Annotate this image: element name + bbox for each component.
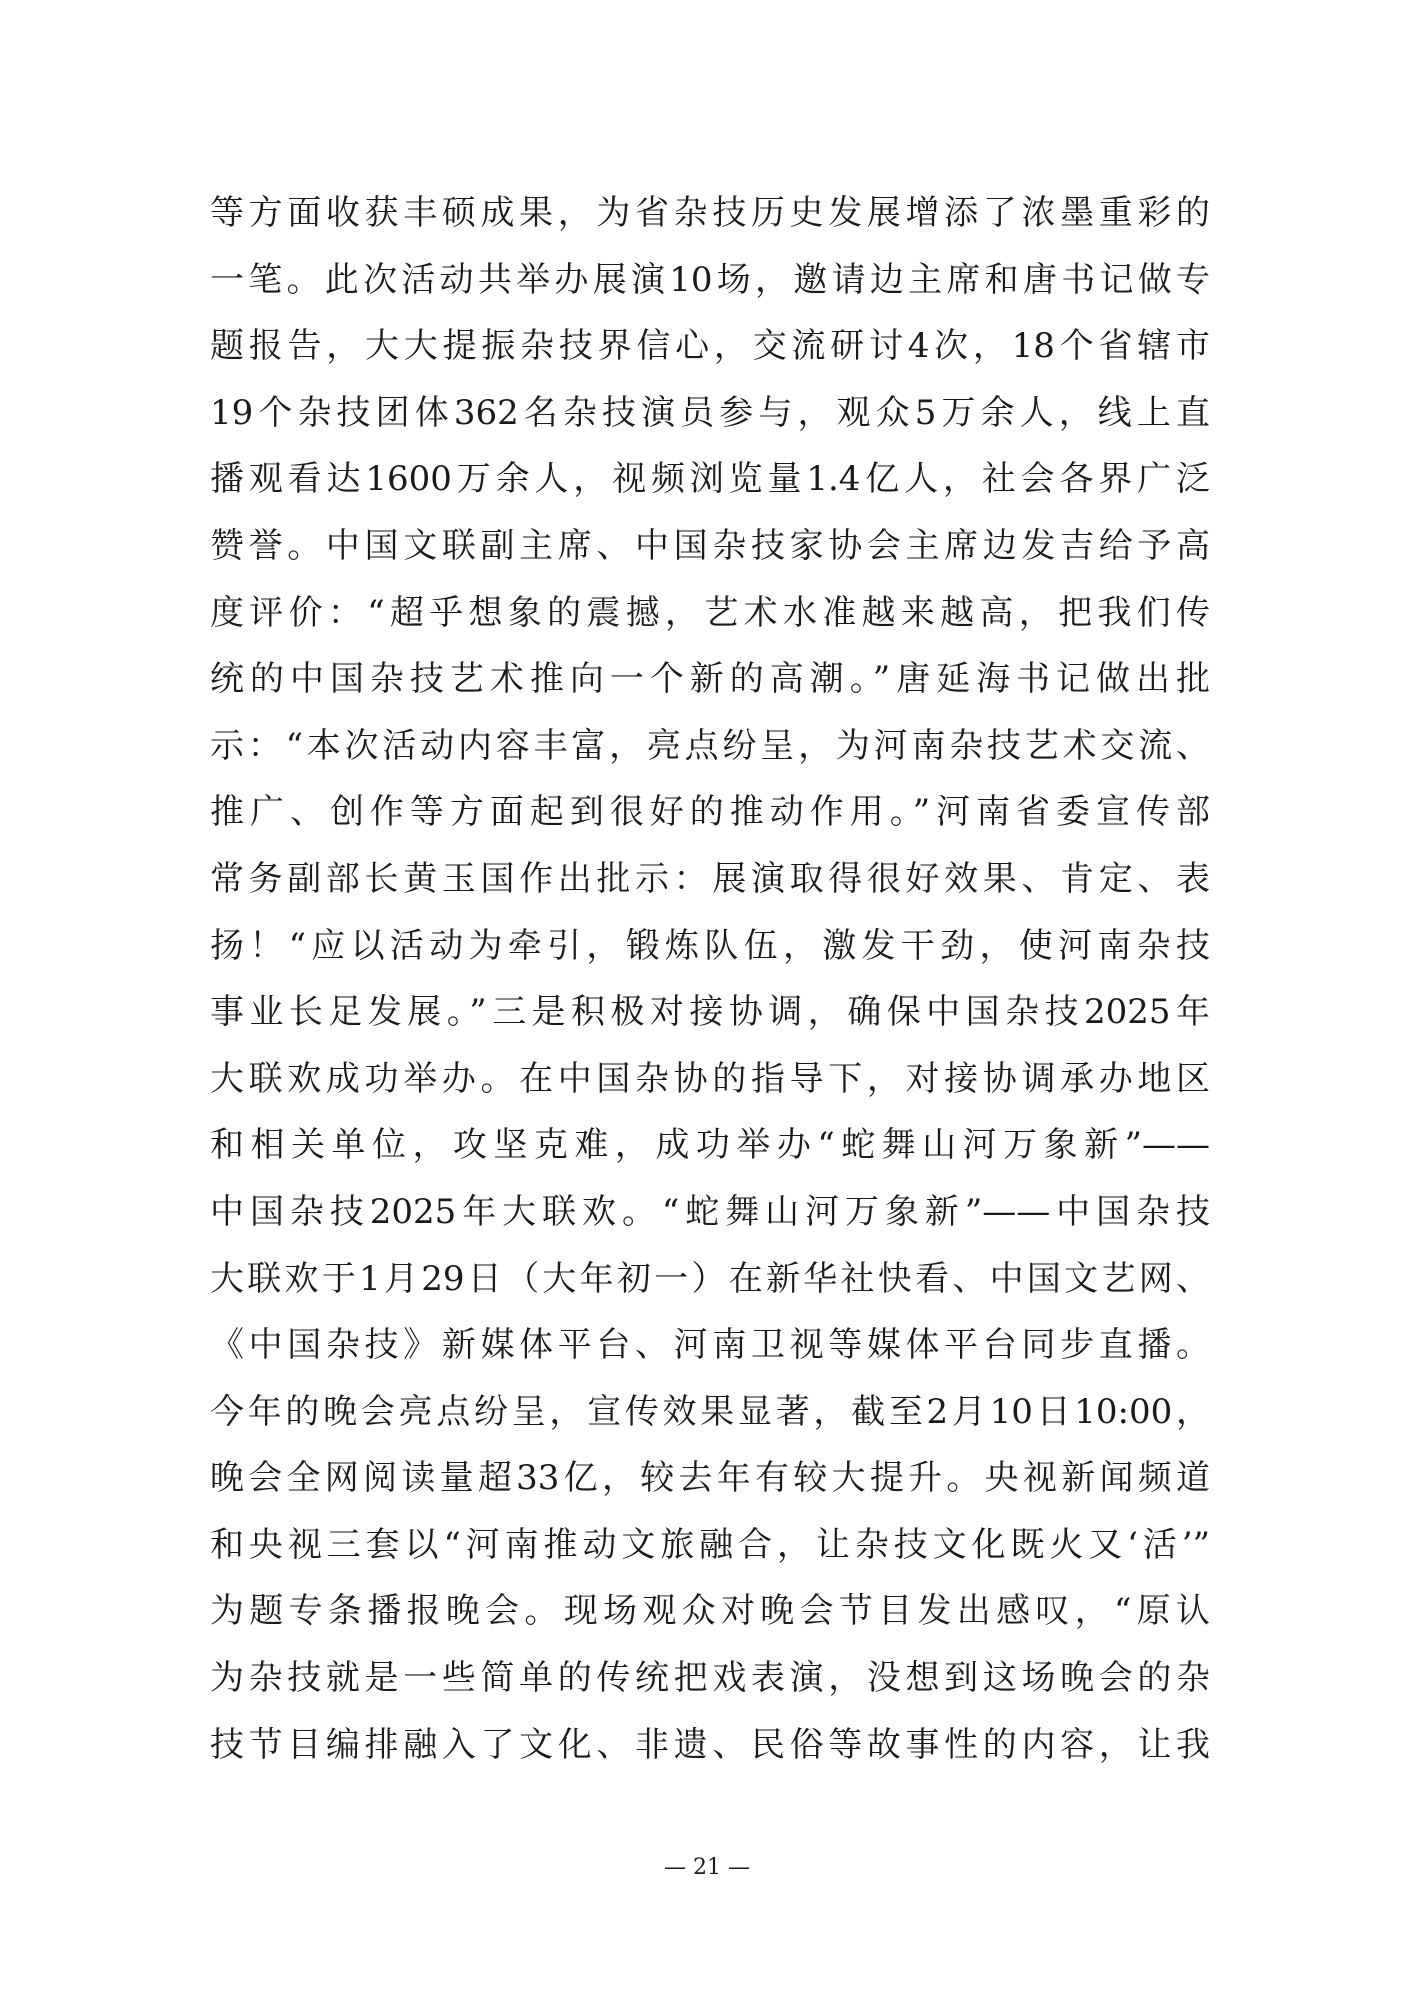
- text-line: 技节目编排融入了文化、非遗、民俗等故事性的内容，让我: [210, 1724, 1210, 1765]
- text-line: 《中国杂技》新媒体平台、河南卫视等媒体平台同步直播。: [210, 1325, 1210, 1366]
- text-line: 今年的晚会亮点纷呈，宣传效果显著，截至2月10日10:00，: [210, 1391, 1210, 1432]
- page-number: — 21 —: [664, 1855, 750, 1880]
- text-line: 播观看达1600万余人，视频浏览量1.4亿人，社会各界广泛: [210, 459, 1210, 500]
- text-line: 扬！“应以活动为牵引，锻炼队伍，激发干劲，使河南杂技: [210, 925, 1210, 966]
- text-line: 推广、创作等方面起到很好的推动作用。”河南省委宣传部: [210, 792, 1210, 833]
- text-line: 大联欢于1月29日（大年初一）在新华社快看、中国文艺网、: [210, 1258, 1210, 1299]
- text-line: 中国杂技2025年大联欢。“蛇舞山河万象新”——中国杂技: [210, 1191, 1210, 1232]
- text-line: 一笔。此次活动共举办展演10场，邀请边主席和唐书记做专: [210, 259, 1210, 300]
- text-line: 事业长足发展。”三是积极对接协调，确保中国杂技2025年: [210, 992, 1210, 1033]
- text-line: 常务副部长黄玉国作出批示：展演取得很好效果、肯定、表: [210, 858, 1210, 899]
- text-line: 和央视三套以“河南推动文旅融合，让杂技文化既火又‘活’”: [210, 1524, 1210, 1565]
- text-line: 度评价：“超乎想象的震撼，艺术水准越来越高，把我们传: [210, 592, 1210, 633]
- text-line: 示：“本次活动内容丰富，亮点纷呈，为河南杂技艺术交流、: [210, 725, 1210, 766]
- text-line: 等方面收获丰硕成果，为省杂技历史发展增添了浓墨重彩的: [210, 193, 1210, 233]
- text-line: 题报告，大大提振杂技界信心，交流研讨4次，18个省辖市: [210, 326, 1210, 367]
- body-text: [210, 180, 1210, 1778]
- text-line: 晚会全网阅读量超33亿，较去年有较大提升。央视新闻频道: [210, 1458, 1210, 1499]
- text-line: 和相关单位，攻坚克难，成功举办“蛇舞山河万象新”——: [210, 1125, 1210, 1166]
- text-line: 统的中国杂技艺术推向一个新的高潮。”唐延海书记做出批: [210, 659, 1210, 700]
- text-line: 赞誉。中国文联副主席、中国杂技家协会主席边发吉给予高: [210, 525, 1210, 566]
- text-line: 为杂技就是一些简单的传统把戏表演，没想到这场晚会的杂: [210, 1658, 1210, 1699]
- text-line: 为题专条播报晚会。现场观众对晚会节目发出感叹，“原认: [210, 1591, 1210, 1632]
- text-line: 19个杂技团体362名杂技演员参与，观众5万余人，线上直: [210, 392, 1210, 433]
- text-line: 大联欢成功举办。在中国杂协的指导下，对接协调承办地区: [210, 1058, 1210, 1099]
